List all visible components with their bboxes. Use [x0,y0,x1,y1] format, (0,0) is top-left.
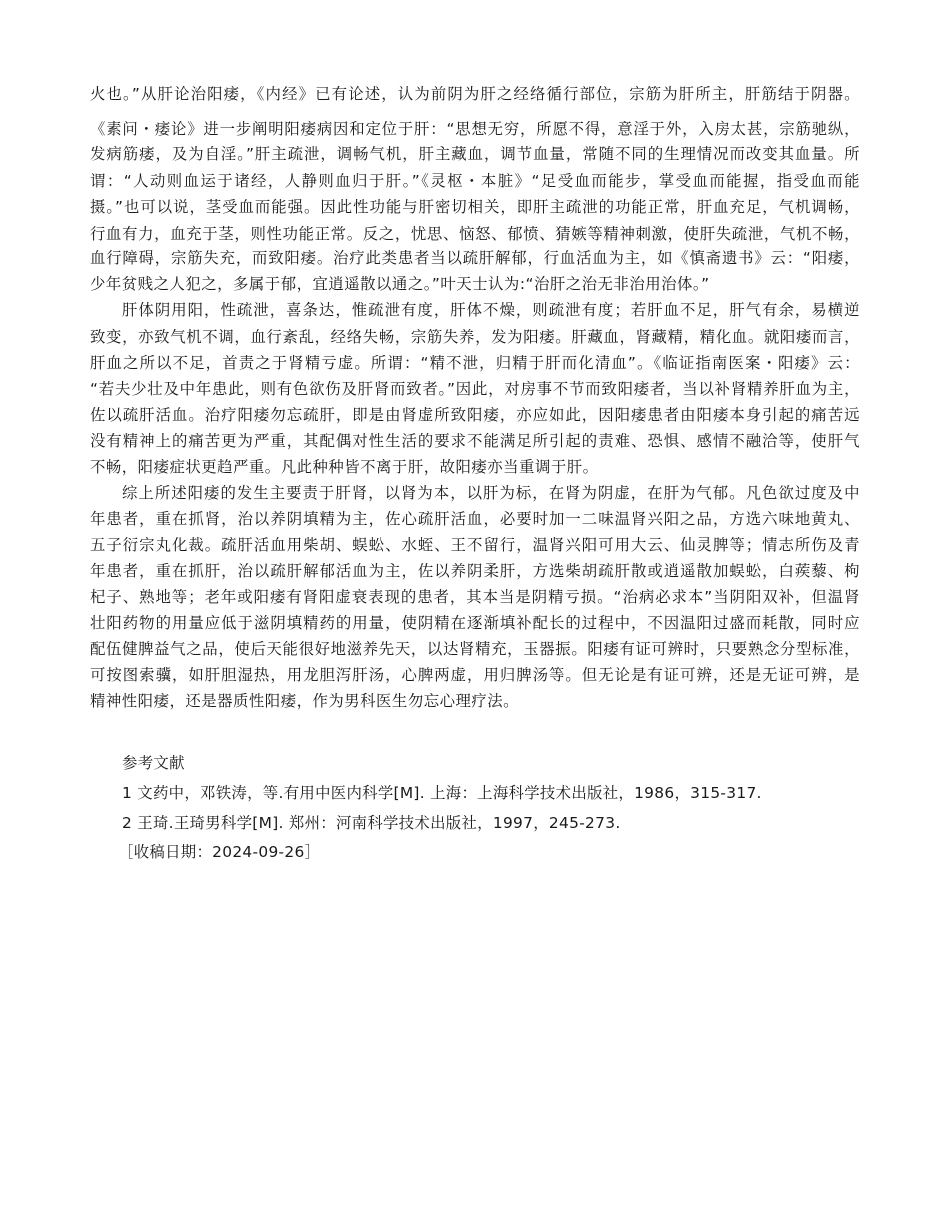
paragraph-line: 综上所述阳痿的发生主要责于肝肾，以肾为本，以肝为标，在肾为阴虚，在肝为气郁。凡色欲过度及中 [122,484,860,502]
paragraph-line: 少年贫贱之人犯之，多属于郁，宜逍遥散以通之。”叶天士认为:“治肝之治无非治用治体。” [90,275,710,293]
paragraph-line: 没有精神上的痛苦更为严重，其配偶对性生活的要求不能满足所引起的责难、恐惧、感情不融洽等，使肝气 [90,432,860,450]
paragraph-line: 火也。”从肝论治阳痿，《内经》已有论述，认为前阴为肝之经络循行部位，宗筋为肝所主，肝筋结于阴器。 [90,85,860,103]
paragraph-line: 壮阳药物的用量应低于滋阴填精药的用量，使阴精在逐渐填补配长的过程中，不因温阳过盛而耗散，同时应 [90,614,860,632]
paragraph-line: 年患者，重在抓肝，治以疏肝解郁活血为主，佐以养阴柔肝，方选柴胡疏肝散或逍遥散加蜈蚣，白蒺藜、枸 [90,562,860,580]
paragraph-line: 五子衍宗丸化裁。疏肝活血用柴胡、蜈蚣、水蛭、王不留行，温肾兴阳可用大云、仙灵脾等；情志所伤及青 [90,536,860,554]
paragraph-line: 摄。”也可以说，茎受血而能强。因此性功能与肝密切相关，即肝主疏泄的功能正常，肝血充足，气机调畅， [90,198,860,216]
received-date: ［收稿日期：2024-09-26］ [118,843,321,861]
reference-item: 1 文药中，邓铁涛，等.有用中医内科学[M]. 上海：上海科学技术出版社，1986，315-317. [122,784,762,802]
reference-item: 2 王琦.王琦男科学[M]. 郑州：河南科学技术出版社，1997，245-273. [122,814,621,832]
paragraph-line: 配伍健脾益气之品，使后天能很好地滋养先天，以达肾精充，玉器振。阳痿有证可辨时，只要熟念分型标准， [90,640,860,658]
paragraph-line: 杞子、熟地等；老年或阳痿有肾阳虚衰表现的患者，其本当是阴精亏损。“治病必求本”当阴阳双补，但温肾 [90,588,860,606]
paragraph-line: 可按图索骥，如肝胆湿热，用龙胆泻肝汤，心脾两虚，用归脾汤等。但无论是有证可辨，还是无证可辨，是 [90,666,860,684]
paragraph-line: “若夫少壮及中年患此，则有色欲伤及肝肾而致者。”因此，对房事不节而致阳痿者，当以补肾精养肝血为主， [90,380,860,398]
paragraph-line: 肝血之所以不足，首责之于肾精亏虚。所谓：“精不泄，归精于肝而化清血”。《临证指南医案・阳痿》云： [90,354,860,372]
paragraph-line: 发病筋痿，及为自淫。”肝主疏泄，调畅气机，肝主藏血，调节血量，常随不同的生理情况而改变其血量。所 [90,145,860,163]
paragraph-line: 血行障碍，宗筋失充，而致阳痿。治疗此类患者当以疏肝解郁，行血活血为主，如《慎斋遗书》云：“阳痿， [90,249,860,267]
paragraph-line: 谓：“人动则血运于诸经，人静则血归于肝。”《灵枢・本脏》“足受血而能步，掌受血而能握，指受血而能 [90,172,860,190]
paragraph-line: 致变，亦致气机不调，血行紊乱，经络失畅，宗筋失养，发为阳痿。肝藏血，肾藏精，精化血。就阳痿而言， [90,328,860,346]
paragraph-line: 佐以疏肝活血。治疗阳痿勿忘疏肝，即是由肾虚所致阳痿，亦应如此，因阳痿患者由阳痿本身引起的痛苦远 [90,406,860,424]
paragraph-line: 年患者，重在抓肾，治以养阴填精为主，佐心疏肝活血，必要时加一二味温肾兴阳之品，方选六味地黄丸、 [90,510,860,528]
paragraph-line: 精神性阳痿，还是器质性阳痿，作为男科医生勿忘心理疗法。 [90,692,520,710]
paragraph-line: 《素问・痿论》进一步阐明阳痿病因和定位于肝：“思想无穷，所愿不得，意淫于外，入房太甚，宗筋驰纵， [90,120,860,138]
paragraph-line: 不畅，阳痿症状更趋严重。凡此种种皆不离于肝，故阳痿亦当重调于肝。 [90,458,599,476]
references-heading: 参考文献 [122,754,185,772]
paragraph-line: 行血有力，血充于茎，则性功能正常。反之，忧思、恼怒、郁愤、猜嫉等精神刺激，使肝失疏泄，气机不畅， [90,225,860,243]
paragraph-line: 肝体阴用阳，性疏泄，喜条达，惟疏泄有度，肝体不燥，则疏泄有度；若肝血不足，肝气有余，易横逆 [122,301,860,319]
